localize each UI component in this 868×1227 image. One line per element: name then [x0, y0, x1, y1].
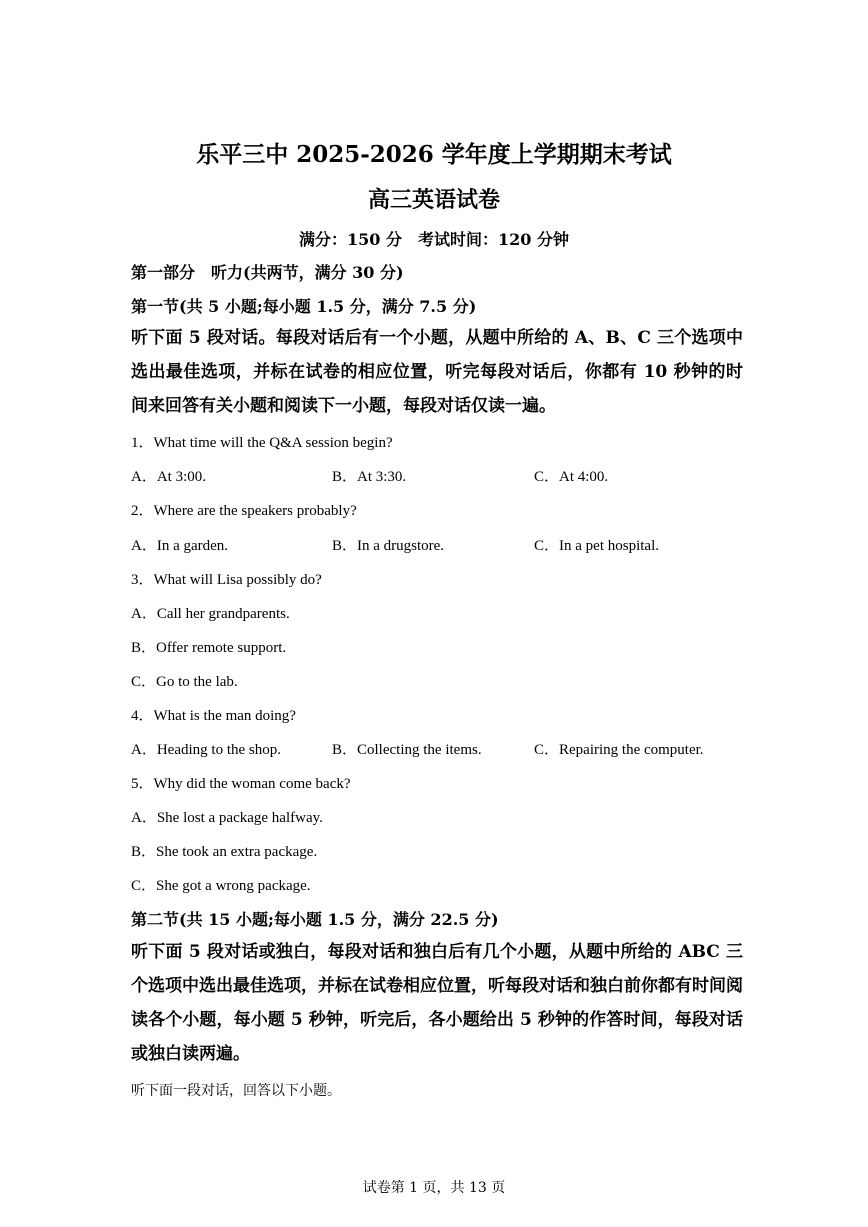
- exam-title: 乐平三中 2025-2026 学年度上学期期末考试: [196, 141, 672, 168]
- question-1-option-b: B．At 3:30.: [332, 469, 407, 485]
- question-2-option-a: A．In a garden.: [131, 538, 229, 554]
- question-4-option-a: A．Heading to the shop.: [131, 742, 281, 758]
- question-1-option-a: A．At 3:00.: [131, 469, 207, 485]
- question-2-option-b: B．In a drugstore.: [332, 538, 445, 554]
- section2-heading: 第二节(共 15 小题;每小题 1.5 分，满分 22.5 分): [131, 910, 499, 929]
- question-4-stem: 4．What is the man doing?: [131, 708, 296, 724]
- question-4-option-b: B．Collecting the items.: [332, 742, 482, 758]
- question-1-stem: 1．What time will the Q&A session begin?: [131, 435, 393, 451]
- question-2-option-c: C．In a pet hospital.: [534, 538, 659, 554]
- exam-meta: 满分：150 分 考试时间：120 分钟: [299, 230, 569, 249]
- question-5-stem: 5．Why did the woman come back?: [131, 776, 351, 792]
- section2-note: 听下面一段对话，回答以下小题。: [131, 1083, 341, 1099]
- question-4-option-c: C．Repairing the computer.: [534, 742, 704, 758]
- section2-instruction: 听下面 5 段对话或独白，每段对话和独白后有几个小题，从题中所给的 ABC 三个选项中选出最佳选项，并标在试卷相应位置，听每段对话和独白前你都有时间阅读各个小题，每小题 5 秒钟，听完后，各小题给出 5 秒钟的作答时间，每段对话或独白读两遍。: [131, 942, 743, 1064]
- question-2-stem: 2．Where are the speakers probably?: [131, 503, 357, 519]
- question-5-option-c: C．She got a wrong package.: [131, 878, 311, 894]
- question-3-option-b: B．Offer remote support.: [131, 640, 287, 656]
- question-5-option-b: B．She took an extra package.: [131, 844, 318, 860]
- question-3-stem: 3．What will Lisa possibly do?: [131, 572, 322, 588]
- exam-subtitle: 高三英语试卷: [367, 187, 500, 213]
- part1-heading: 第一部分 听力(共两节，满分 30 分): [131, 263, 404, 282]
- question-3-option-a: A．Call her grandparents.: [131, 606, 290, 622]
- question-3-option-c: C．Go to the lab.: [131, 674, 238, 690]
- section1-instruction: 听下面 5 段对话。每段对话后有一个小题，从题中所给的 A、B、C 三个选项中选出最佳选项，并标在试卷的相应位置，听完每段对话后，你都有 10 秒钟的时间来回答有关小题和阅读下一小题，每段对话仅读一遍。: [131, 328, 743, 416]
- question-5-option-a: A．She lost a package halfway.: [131, 810, 323, 826]
- page-footer: 试卷第 1 页，共 13 页: [362, 1180, 506, 1196]
- section1-heading: 第一节(共 5 小题;每小题 1.5 分，满分 7.5 分): [131, 297, 477, 316]
- question-1-option-c: C．At 4:00.: [534, 469, 609, 485]
